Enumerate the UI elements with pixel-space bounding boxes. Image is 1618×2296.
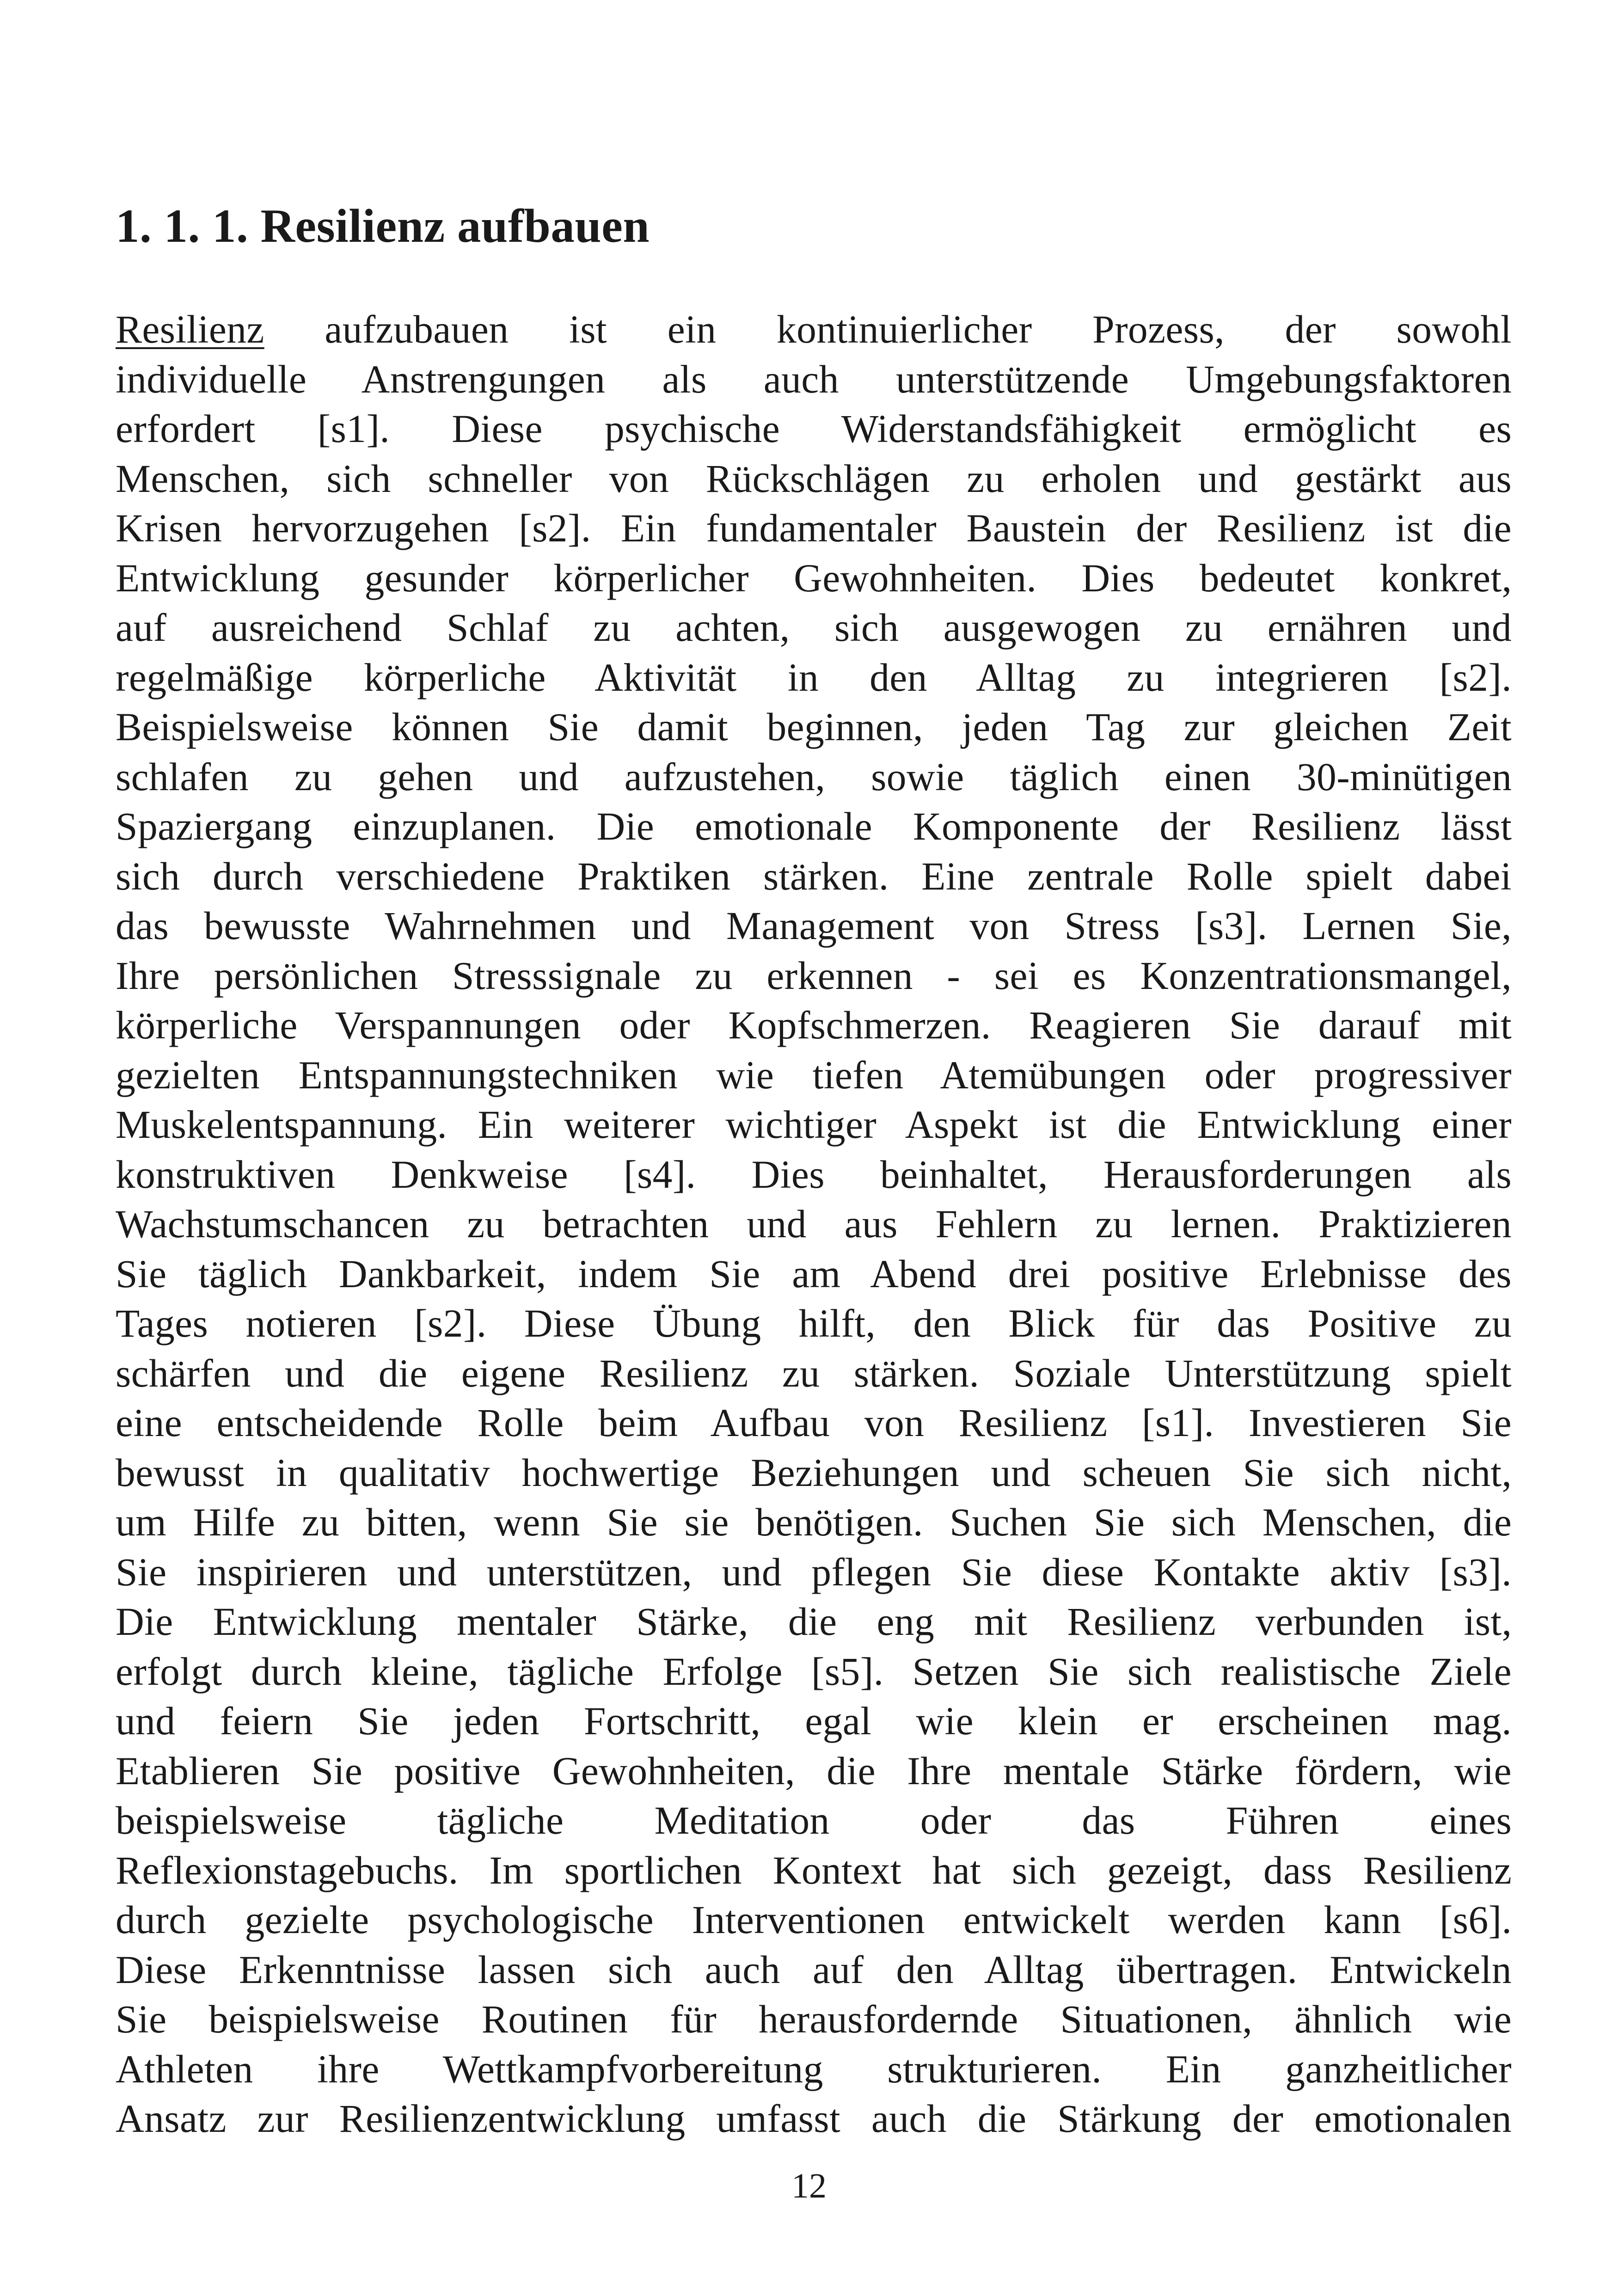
text-line [116, 305, 1512, 355]
text-line: Tages notieren [s2]. Diese Übung hilft, den Blick für das Positive zu [116, 1302, 1512, 1345]
text-line: Wachstumschancen zu betrachten und aus Fehlern zu lernen. Praktizieren [116, 1203, 1512, 1246]
page-number: 12 [791, 2167, 827, 2205]
text-line: Reflexionstagebuchs. Im sportlichen Kontext hat sich gezeigt, dass Resilienz [116, 1848, 1512, 1892]
text-line: erfolgt durch kleine, tägliche Erfolge [s5]. Setzen Sie sich realistische Ziele [116, 1650, 1512, 1694]
text-line: bewusst in qualitativ hochwertige Beziehungen und scheuen Sie sich nicht, [116, 1451, 1512, 1495]
text-line: konstruktiven Denkweise [s4]. Dies beinhaltet, Herausforderungen als [116, 1153, 1512, 1197]
text-line-rest: aufzubauen ist ein kontinuierlicher Prozess, der sowohl [264, 308, 1512, 351]
text-line: Ihre persönlichen Stresssignale zu erkennen - sei es Konzentrationsmangel, [116, 954, 1512, 998]
text-line: schärfen und die eigene Resilienz zu stärken. Soziale Unterstützung spielt [116, 1351, 1512, 1395]
text-line: Athleten ihre Wettkampfvorbereitung strukturieren. Ein ganzheitlicher [116, 2047, 1512, 2091]
text-line: schlafen zu gehen und aufzustehen, sowie täglich einen 30-minütigen [116, 755, 1512, 799]
text-line: Die Entwicklung mentaler Stärke, die eng mit Resilienz verbunden ist, [116, 1600, 1512, 1644]
section-heading: 1. 1. 1. Resilienz aufbauen [116, 200, 650, 252]
resilienz-link[interactable]: Resilienz [116, 308, 264, 351]
text-line: und feiern Sie jeden Fortschritt, egal wie klein er erscheinen mag. [116, 1700, 1512, 1743]
text-line: Beispielsweise können Sie damit beginnen, jeden Tag zur gleichen Zeit [116, 706, 1512, 749]
text-line: Muskelentspannung. Ein weiterer wichtiger Aspekt ist die Entwicklung einer [116, 1103, 1512, 1147]
text-line: individuelle Anstrengungen als auch unterstützende Umgebungsfaktoren [116, 357, 1512, 401]
text-line: gezielten Entspannungstechniken wie tiefen Atemübungen oder progressiver [116, 1053, 1512, 1097]
text-line: Diese Erkenntnisse lassen sich auch auf den Alltag übertragen. Entwickeln [116, 1948, 1512, 1992]
text-line: um Hilfe zu bitten, wenn Sie sie benötigen. Suchen Sie sich Menschen, die [116, 1501, 1512, 1544]
text-line: beispielsweise tägliche Meditation oder das Führen eines [116, 1799, 1512, 1842]
text-line: Sie inspirieren und unterstützen, und pflegen Sie diese Kontakte aktiv [s3]. [116, 1550, 1512, 1594]
text-line: Krisen hervorzugehen [s2]. Ein fundamentaler Baustein der Resilienz ist die [116, 507, 1512, 550]
text-line: das bewusste Wahrnehmen und Management von Stress [s3]. Lernen Sie, [116, 904, 1512, 948]
text-line: Sie täglich Dankbarkeit, indem Sie am Abend drei positive Erlebnisse des [116, 1252, 1512, 1296]
text-line: sich durch verschiedene Praktiken stärken. Eine zentrale Rolle spielt dabei [116, 854, 1512, 898]
body-paragraph [116, 305, 1512, 2144]
text-line: Ansatz zur Resilienzentwicklung umfasst auch die Stärkung der emotionalen [116, 2097, 1512, 2141]
text-line: Entwicklung gesunder körperlicher Gewohnheiten. Dies bedeutet konkret, [116, 556, 1512, 600]
text-line: eine entscheidende Rolle beim Aufbau von Resilienz [s1]. Investieren Sie [116, 1401, 1512, 1445]
text-line: körperliche Verspannungen oder Kopfschmerzen. Reagieren Sie darauf mit [116, 1004, 1512, 1047]
text-line: regelmäßige körperliche Aktivität in den Alltag zu integrieren [s2]. [116, 656, 1512, 700]
text-line: erfordert [s1]. Diese psychische Widerstandsfähigkeit ermöglicht es [116, 407, 1512, 451]
text-line: Sie beispielsweise Routinen für herausfordernde Situationen, ähnlich wie [116, 1998, 1512, 2041]
text-line: Menschen, sich schneller von Rückschlägen zu erholen und gestärkt aus [116, 457, 1512, 501]
text-line: Spaziergang einzuplanen. Die emotionale Komponente der Resilienz lässt [116, 805, 1512, 848]
text-line: Etablieren Sie positive Gewohnheiten, die Ihre mentale Stärke fördern, wie [116, 1749, 1512, 1793]
text-line: durch gezielte psychologische Interventionen entwickelt werden kann [s6]. [116, 1898, 1512, 1942]
text-line: auf ausreichend Schlaf zu achten, sich ausgewogen zu ernähren und [116, 606, 1512, 650]
